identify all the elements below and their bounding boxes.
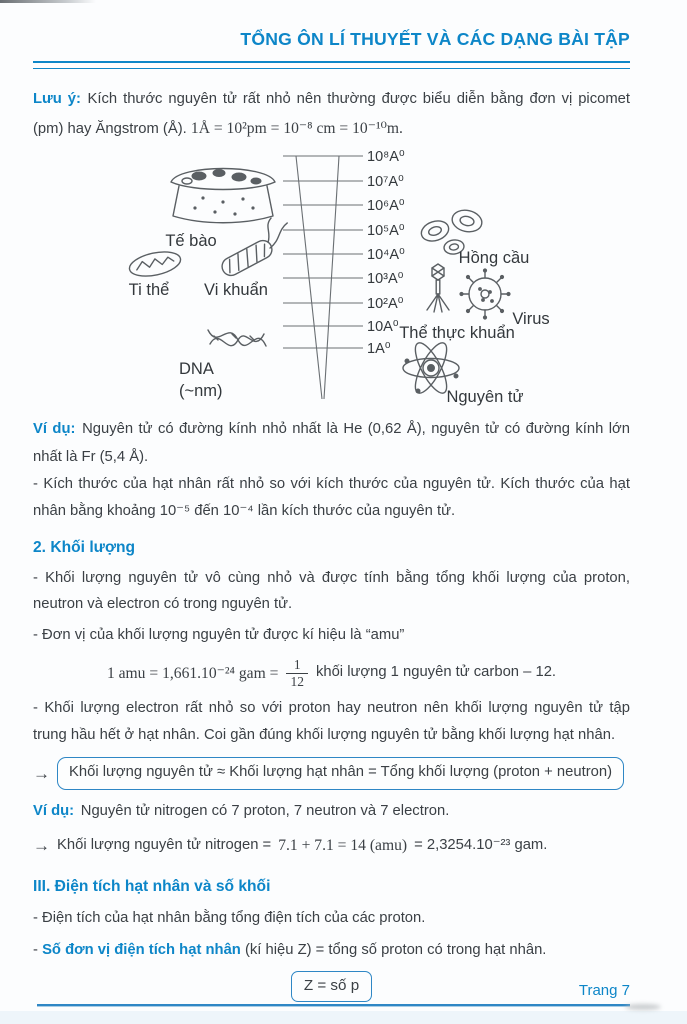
fraction-one-twelfth [286,657,308,689]
z-box: Z = số p [291,971,372,1003]
size-scale-diagram [33,146,630,406]
note-label: Lưu ý: [33,90,81,107]
arrow-icon: → [33,835,50,855]
scan-edge-band [0,1011,687,1024]
dna-icon [208,330,266,346]
section2-heading: 2. Khối lượng [33,538,136,556]
section2-p2: - Đơn vị của khối lượng nguyên tử được kí hiệu là “amu” [33,627,405,644]
example1-label: Ví dụ: [33,421,76,438]
nucleus-size-paragraph: - Kích thước của hạt nhân rất nhỏ so với kích thước của nguyên tử. Kích thước của hạt nhân bằng khoảng 10⁻⁵ đến 10⁻⁴ lần kích thước của nguyên tử. [33,476,630,519]
bacteriophage-icon [427,264,449,312]
cell-label: Tế bào [165,232,217,251]
header-double-rule [33,61,630,69]
page-footer [0,976,687,1024]
mitochondrion-label: Ti thể [128,281,170,300]
section2-p1: - Khối lượng nguyên tử vô cùng nhỏ và được tính bằng tổng khối lượng của proton, neutron và electron có trong nguyên tử. [33,569,630,613]
section3-p2-dash: - [33,941,38,958]
scale-label: 10A⁰ [367,319,399,336]
section2-p3: - Khối lượng electron rất nhỏ so với proton hay neutron nên khối lượng nguyên tử tập trung hầu hết ở hạt nhân. Coi gần đúng khối lượng nguyên tử bằng khối lượng hạt nhân. [33,700,630,743]
virus-icon [460,269,510,319]
virus-label: Virus [512,310,550,329]
scale-label: 1A⁰ [367,341,391,358]
scale-label: 10²A⁰ [367,296,404,313]
size-scale-svg [33,146,631,406]
bacteriophage-label: Thể thực khuẩn [399,324,515,343]
scan-artifact-bottom [625,1004,661,1010]
scale-label: 10⁷A⁰ [367,174,404,191]
section3-p2-rest: (kí hiệu Z) = tổng số proton có trong hạt nhân. [240,941,547,958]
mitochondrion-icon [127,248,182,280]
scan-artifact-top [0,0,96,3]
mass-calc-suffix: = 2,3254.10⁻²³ gam. [414,836,548,853]
fraction-numerator: 1 [293,657,301,673]
arrow-icon: → [33,763,50,783]
dna-label: DNA [179,360,214,379]
footer-rule [37,1004,630,1007]
mass-calc-prefix: Khối lượng nguyên tử nitrogen = [57,836,272,853]
boxed-rule-line [33,757,630,790]
scale-ticks [283,156,363,348]
section3-p1: - Điện tích của hạt nhân bằng tổng điện tích của các proton. [33,909,426,926]
bacterium-label: Vi khuẩn [204,281,268,300]
section3-heading: III. Điện tích hạt nhân và số khối [33,877,271,895]
mass-calc-line [33,831,630,861]
cell-icon [171,169,275,223]
example2-label: Ví dụ: [33,802,75,819]
section3-p2 [33,938,630,964]
note-paragraph [33,85,630,144]
angstrom-equation: 1Å = 10²pm = 10⁻⁸ cm = 10⁻¹⁰m. [190,119,403,137]
scale-label: 10³A⁰ [367,271,404,288]
example2-text: Nguyên tử nitrogen có 7 proton, 7 neutron và 7 electron. [80,802,450,819]
fraction-denominator: 12 [286,673,308,690]
atom-label: Nguyên tử [446,388,524,407]
note-text: Kích thước nguyên tử rất nhỏ nên thường được biểu diễn bằng đơn vị picomet (pm) hay Ăngstrom (Å). [33,90,630,137]
dna-unit-label: (~nm) [179,382,223,401]
example1-paragraph [33,415,630,471]
scale-label: 10⁸A⁰ [367,149,405,166]
amu-formula-suffix: khối lượng 1 nguyên tử carbon – 12. [315,664,557,681]
mass-calc-equation: 7.1 + 7.1 = 14 (amu) [278,837,408,855]
scale-label: 10⁵A⁰ [367,223,405,240]
amu-formula [33,657,630,689]
section3-p2-term: Số đơn vị điện tích hạt nhân [42,941,241,958]
mass-rule-box: Khối lượng nguyên tử ≈ Khối lượng hạt nhân = Tổng khối lượng (proton + neutron) [57,757,624,790]
scale-label: 10⁶A⁰ [367,198,405,215]
example2-paragraph [33,799,630,825]
example1-text: Nguyên tử có đường kính nhỏ nhất là He (0,62 Å), nguyên tử có đường kính lớn nhất là Fr (5,4 Å). [33,421,630,466]
red-blood-cell-label: Hồng cầu [458,249,530,268]
scale-label: 10⁴A⁰ [367,247,405,264]
page-title: TỔNG ÔN LÍ THUYẾT VÀ CÁC DẠNG BÀI TẬP [240,29,630,49]
page-number: Trang 7 [578,982,630,999]
amu-formula-prefix: 1 amu = 1,661.10⁻²⁴ gam = [106,664,279,682]
